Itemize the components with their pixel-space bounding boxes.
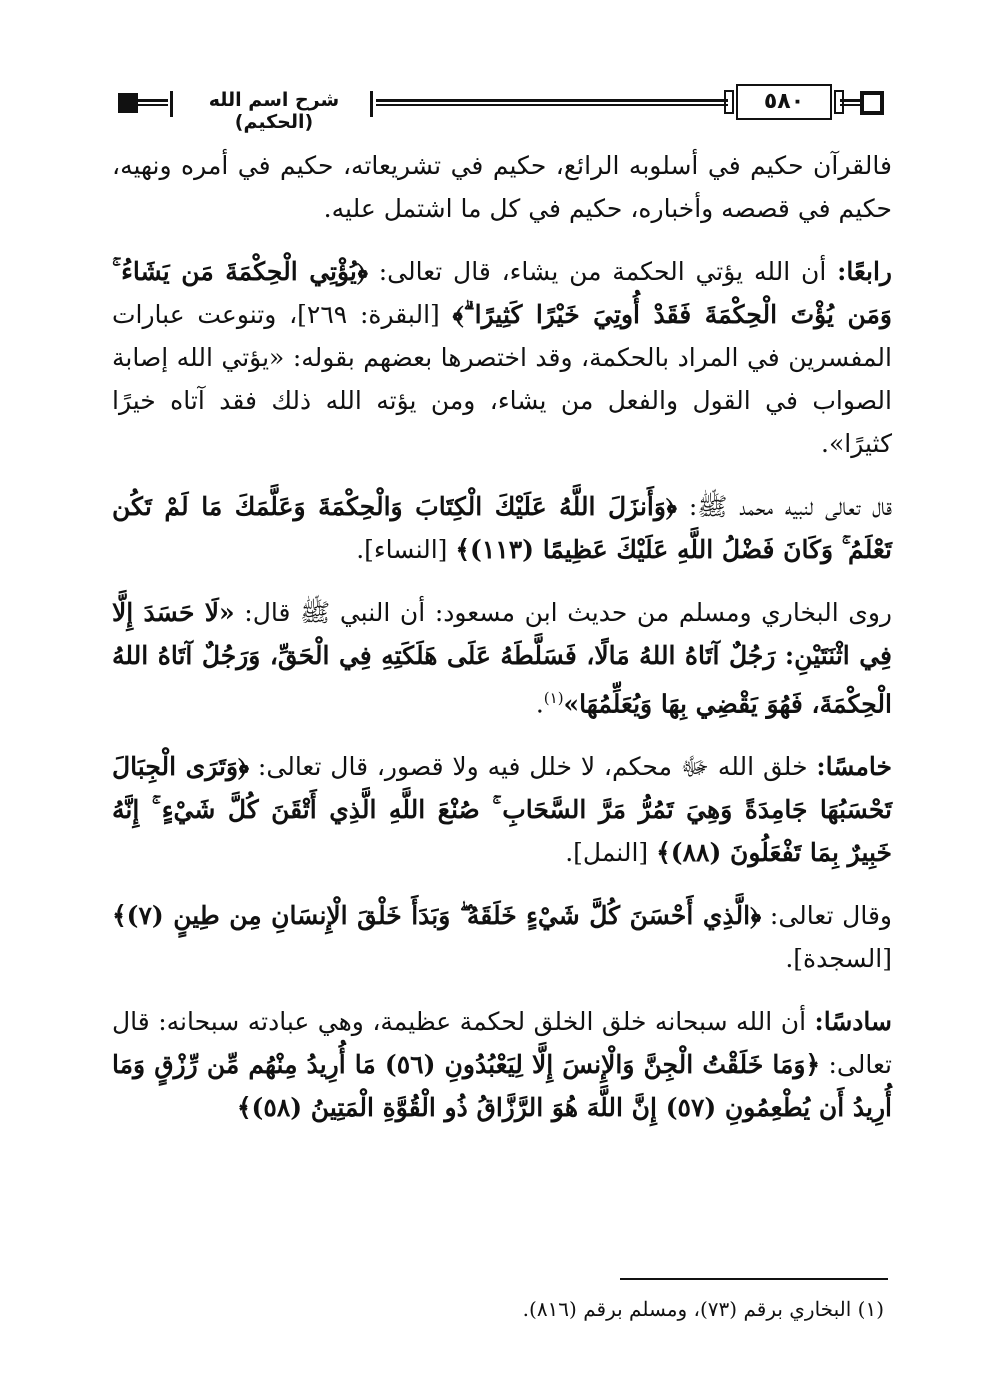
- hadith-text: «لَا حَسَدَ إِلَّا فِي اثْنَتَيْنِ: رَجُلٌ آتَاهُ اللهُ مَالًا، فَسَلَّطَهُ عَلَى هَلَكَتِهِ فِي الْحَقِّ، وَرَجُلٌ آتَاهُ اللهُ الْحِكْمَةَ، فَهُوَ يَقْضِي بِهَا وَيُعَلِّمُهَا»: [112, 598, 892, 719]
- header-divider: [170, 91, 173, 117]
- section-lead: رابعًا:: [837, 257, 892, 286]
- footnote: (١) البخاري برقم (٧٣)، ومسلم برقم (٨١٦).: [522, 1297, 884, 1321]
- verse-reference: [النساء].: [356, 535, 456, 564]
- quran-verse: ﴿الَّذِي أَحْسَنَ كُلَّ شَيْءٍ خَلَقَهُ ۖ وَبَدَأَ خَلْقَ الْإِنسَانِ مِن طِينٍ (٧)﴾: [112, 901, 762, 931]
- paragraph-text: قال تعالى لنبيه محمد ﷺ:: [677, 492, 892, 521]
- paragraph-text: أن الله سبحانه خلق الخلق لحكمة عظيمة، وهي عبادته سبحانه: قال تعالى:: [112, 1007, 892, 1080]
- page-body: [112, 144, 892, 1149]
- section-lead: سادسًا:: [814, 1007, 892, 1037]
- paragraph-2: [112, 250, 892, 465]
- paragraph-end: .: [535, 689, 544, 719]
- footnote-separator: [620, 1278, 888, 1280]
- verse-reference: [النمل].: [565, 838, 657, 868]
- footnote-marker: (١): [543, 689, 564, 707]
- header-divider: [370, 91, 373, 117]
- page-header: [112, 82, 892, 133]
- header-hollow-square-ornament: [860, 91, 884, 115]
- quran-verse: ﴿وَأَنزَلَ اللَّهُ عَلَيْكَ الْكِتَابَ وَالْحِكْمَةَ وَعَلَّمَكَ مَا لَمْ تَكُن تَعْلَمُ ۚ وَكَانَ فَضْلُ اللَّهِ عَلَيْكَ عَظِيمًا (١١٣)﴾: [112, 492, 892, 564]
- paragraph-6: [112, 894, 892, 980]
- quran-verse: ﴿يُؤْتِي الْحِكْمَةَ مَن يَشَاءُ ۚ وَمَن يُؤْتَ الْحِكْمَةَ فَقَدْ أُوتِيَ خَيْرًا كَثِيرًا ۗ﴾: [112, 257, 892, 329]
- paragraph-text: وتنوعت عبارات المفسرين في المراد بالحكمة، وقد اختصرها بعضهم بقوله: «يؤتي الله إصابة الصواب في القول والفعل من يشاء، ومن يؤته الله ذلك فقد آتاه خيرًا كثيرًا».: [112, 300, 892, 458]
- paragraph-7: [112, 1000, 892, 1129]
- page-number: ٥٨٠: [736, 84, 832, 120]
- header-square-ornament: [118, 93, 138, 113]
- quran-verse: ﴿وَتَرَى الْجِبَالَ تَحْسَبُهَا جَامِدَةً وَهِيَ تَمُرُّ مَرَّ السَّحَابِ ۚ صُنْعَ اللَّهِ الَّذِي أَتْقَنَ كُلَّ شَيْءٍ ۚ إِنَّهُ خَبِيرٌ بِمَا تَفْعَلُونَ (٨٨)﴾: [112, 752, 892, 868]
- paragraph-1: [112, 144, 892, 230]
- paragraph-text: فالقرآن حكيم في أسلوبه الرائع، حكيم في تشريعاته، حكيم في أمره ونهيه، حكيم في قصصه وأخباره، حكيم في كل ما اشتمل عليه.: [112, 151, 892, 223]
- paragraph-4: [112, 591, 892, 725]
- paragraph-text: أن الله يؤتي الحكمة من يشاء، قال تعالى:: [367, 257, 838, 286]
- verse-reference: [السجدة].: [785, 944, 892, 974]
- paragraph-text: روى البخاري ومسلم من حديث ابن مسعود: أن النبي ﷺ قال:: [234, 598, 893, 627]
- section-lead: خامسًا:: [816, 752, 892, 782]
- paragraph-text: خلق الله ﷻ محكم، لا خلل فيه ولا قصور، قال تعالى:: [249, 752, 817, 782]
- header-rule: [138, 99, 168, 106]
- verse-reference: [البقرة: ٢٦٩]،: [276, 300, 453, 329]
- paragraph-3: [112, 485, 892, 571]
- quran-verse: ﴿وَمَا خَلَقْتُ الْجِنَّ وَالْإِنسَ إِلَّا لِيَعْبُدُونِ (٥٦) مَا أُرِيدُ مِنْهُم مِّن رِّزْقٍ وَمَا أُرِيدُ أَن يُطْعِمُونِ (٥٧) إِنَّ اللَّهَ هُوَ الرَّزَّاقُ ذُو الْقُوَّةِ الْمَتِينُ (٥٨)﴾: [112, 1050, 892, 1123]
- header-rule: [840, 99, 862, 106]
- header-rule: [376, 99, 728, 106]
- paragraph-5: [112, 745, 892, 874]
- paragraph-text: وقال تعالى:: [761, 901, 892, 931]
- running-title: شرح اسم الله (الحكيم): [208, 89, 340, 133]
